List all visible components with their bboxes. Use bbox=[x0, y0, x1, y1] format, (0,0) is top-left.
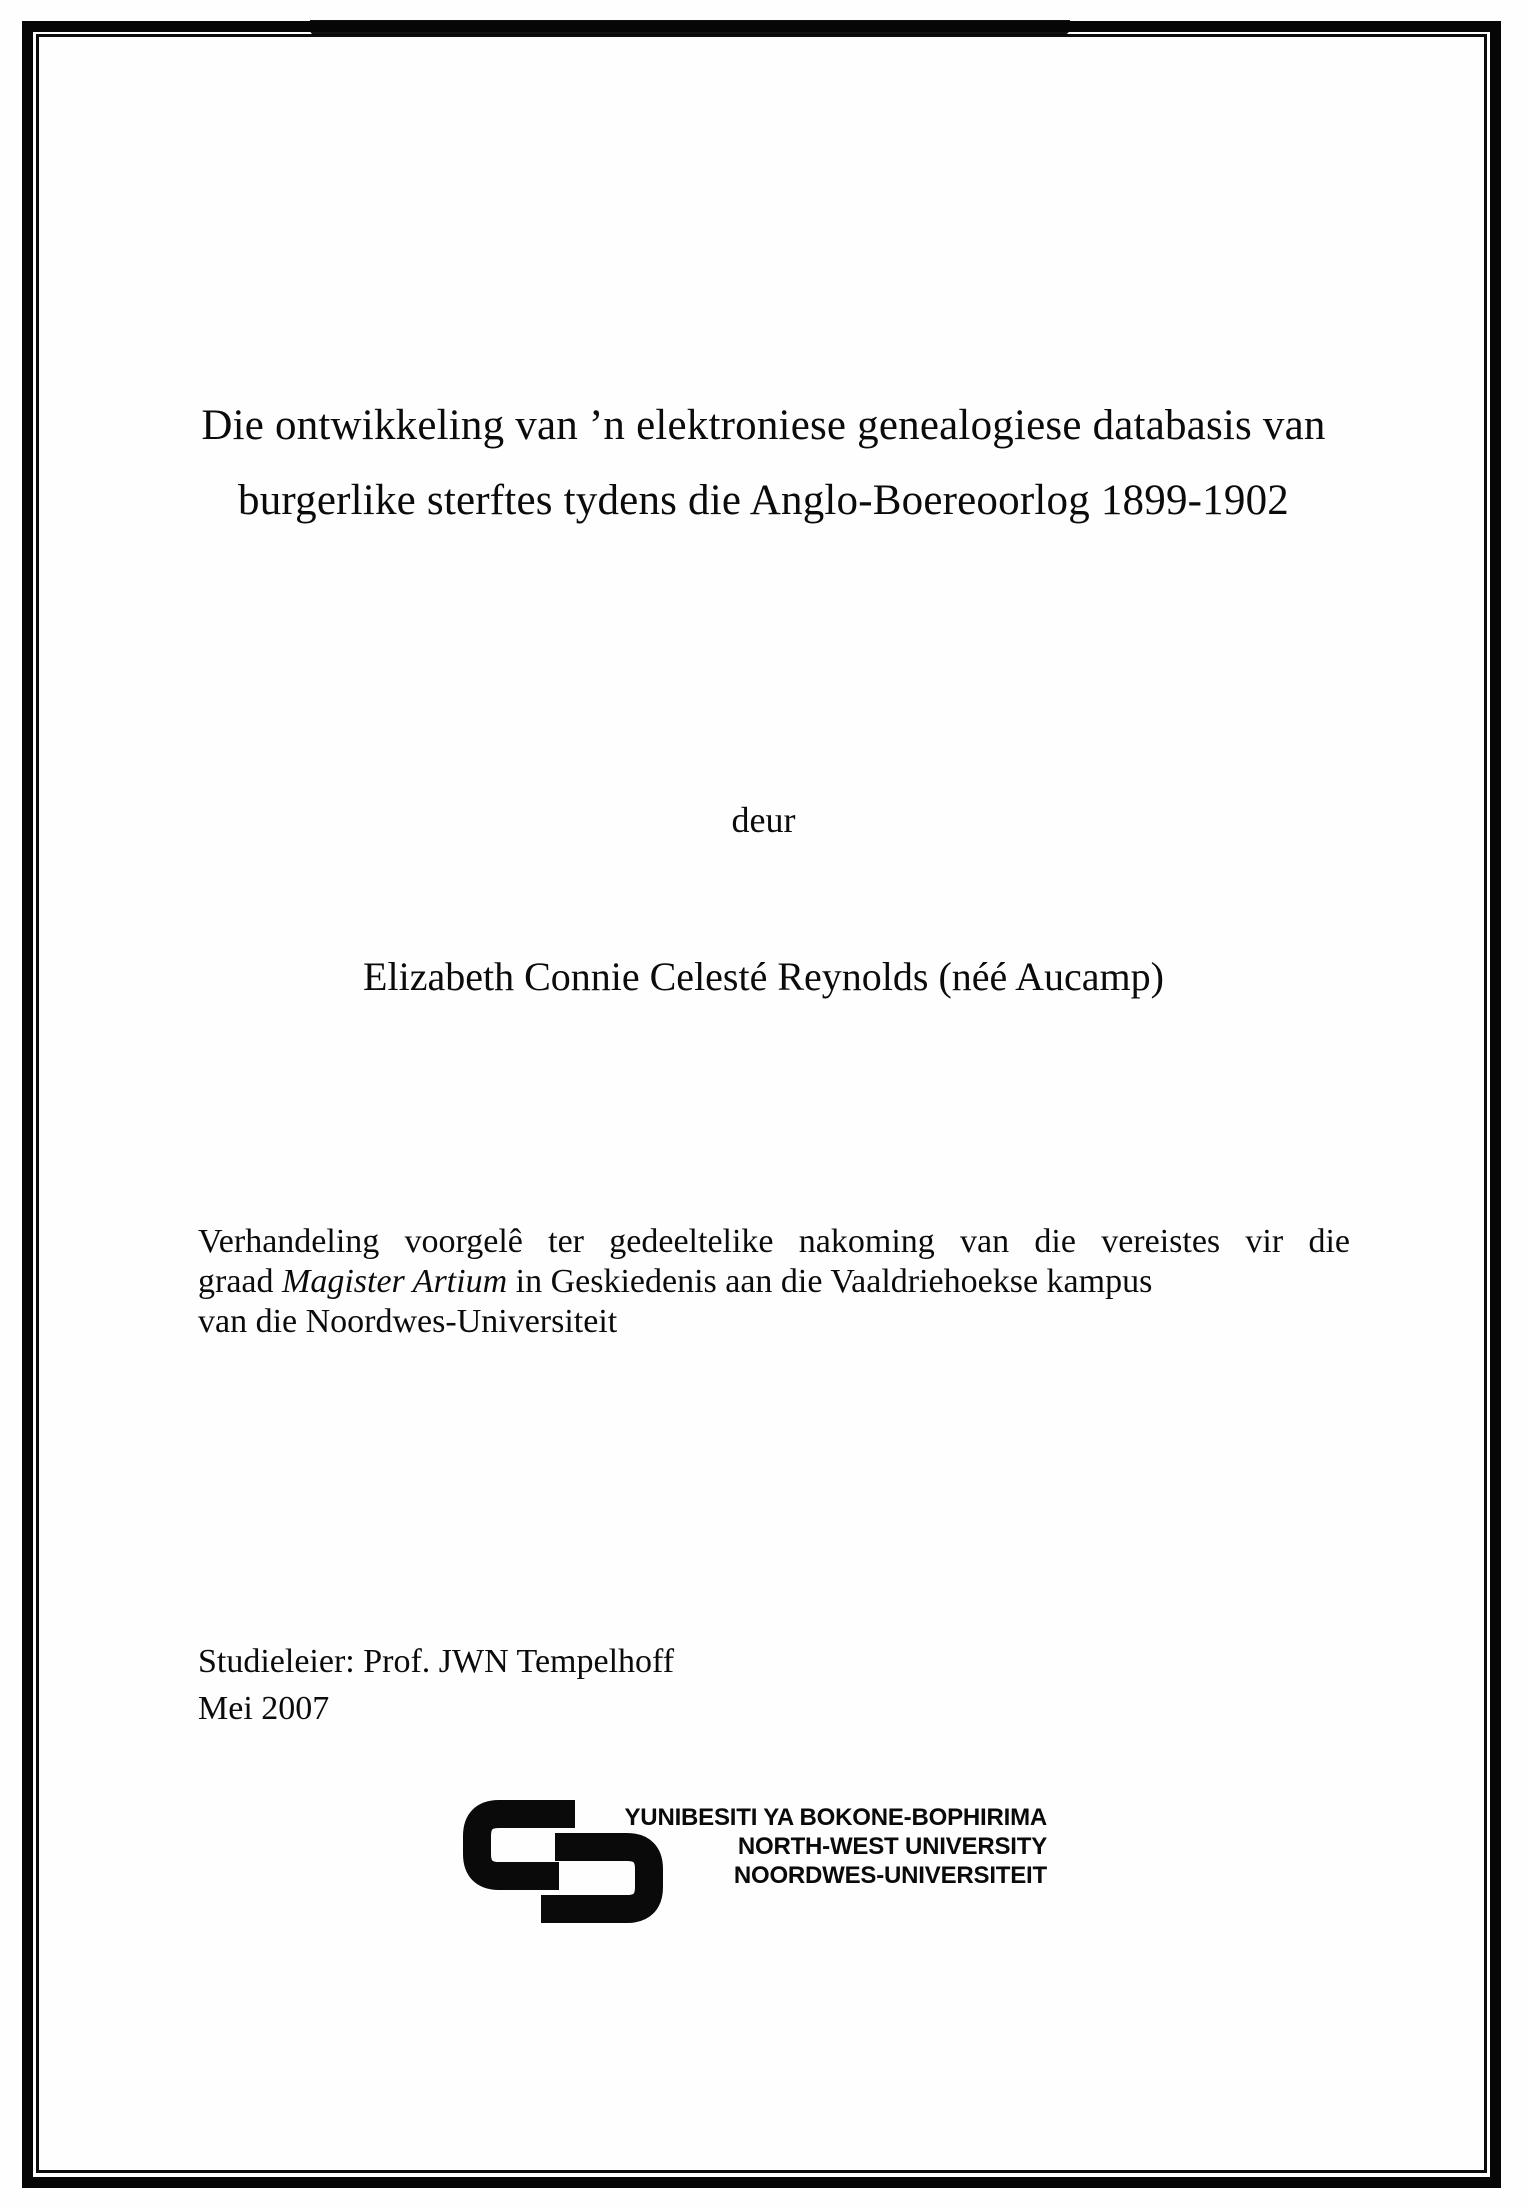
supervisor-line: Studieleier: Prof. JWN Tempelhoff bbox=[198, 1643, 675, 1680]
thesis-title-line2: burgerlike sterftes tydens die Anglo-Boereoorlog 1899-1902 bbox=[238, 477, 1289, 524]
scan-artifact bbox=[310, 20, 1070, 35]
degree-statement-line1: Verhandeling voorgelê ter gedeeltelike nakoming van die vereistes vir die bbox=[198, 1223, 1350, 1260]
university-logo bbox=[463, 1800, 1063, 1940]
author-name: Elizabeth Connie Celesté Reynolds (néé Aucamp) bbox=[363, 954, 1164, 999]
university-logo-text bbox=[585, 1803, 1047, 1890]
degree-statement-line2-suffix: in Geskiedenis aan die Vaaldriehoekse kampus bbox=[507, 1263, 1153, 1300]
supervisor-block bbox=[198, 1638, 674, 1732]
degree-name-italic: Magister Artium bbox=[282, 1263, 508, 1300]
logo-text-afrikaans: NOORDWES-UNIVERSITEIT bbox=[733, 1862, 1047, 1889]
thesis-title-line1: Die ontwikkeling van ’n elektroniese genealogiese databasis van bbox=[201, 402, 1326, 449]
date-line: Mei 2007 bbox=[198, 1690, 330, 1727]
degree-statement-line2 bbox=[198, 1262, 1350, 1302]
logo-text-setswana: YUNIBESITI YA BOKONE-BOPHIRIMA bbox=[624, 1804, 1047, 1831]
logo-text-english: NORTH-WEST UNIVERSITY bbox=[737, 1833, 1047, 1860]
degree-statement-line2-prefix: graad bbox=[198, 1263, 283, 1300]
byline: deur bbox=[731, 800, 796, 840]
degree-statement-line3: van die Noordwes-Universiteit bbox=[198, 1303, 618, 1340]
thesis-title bbox=[0, 388, 1527, 538]
degree-statement bbox=[198, 1222, 1350, 1342]
